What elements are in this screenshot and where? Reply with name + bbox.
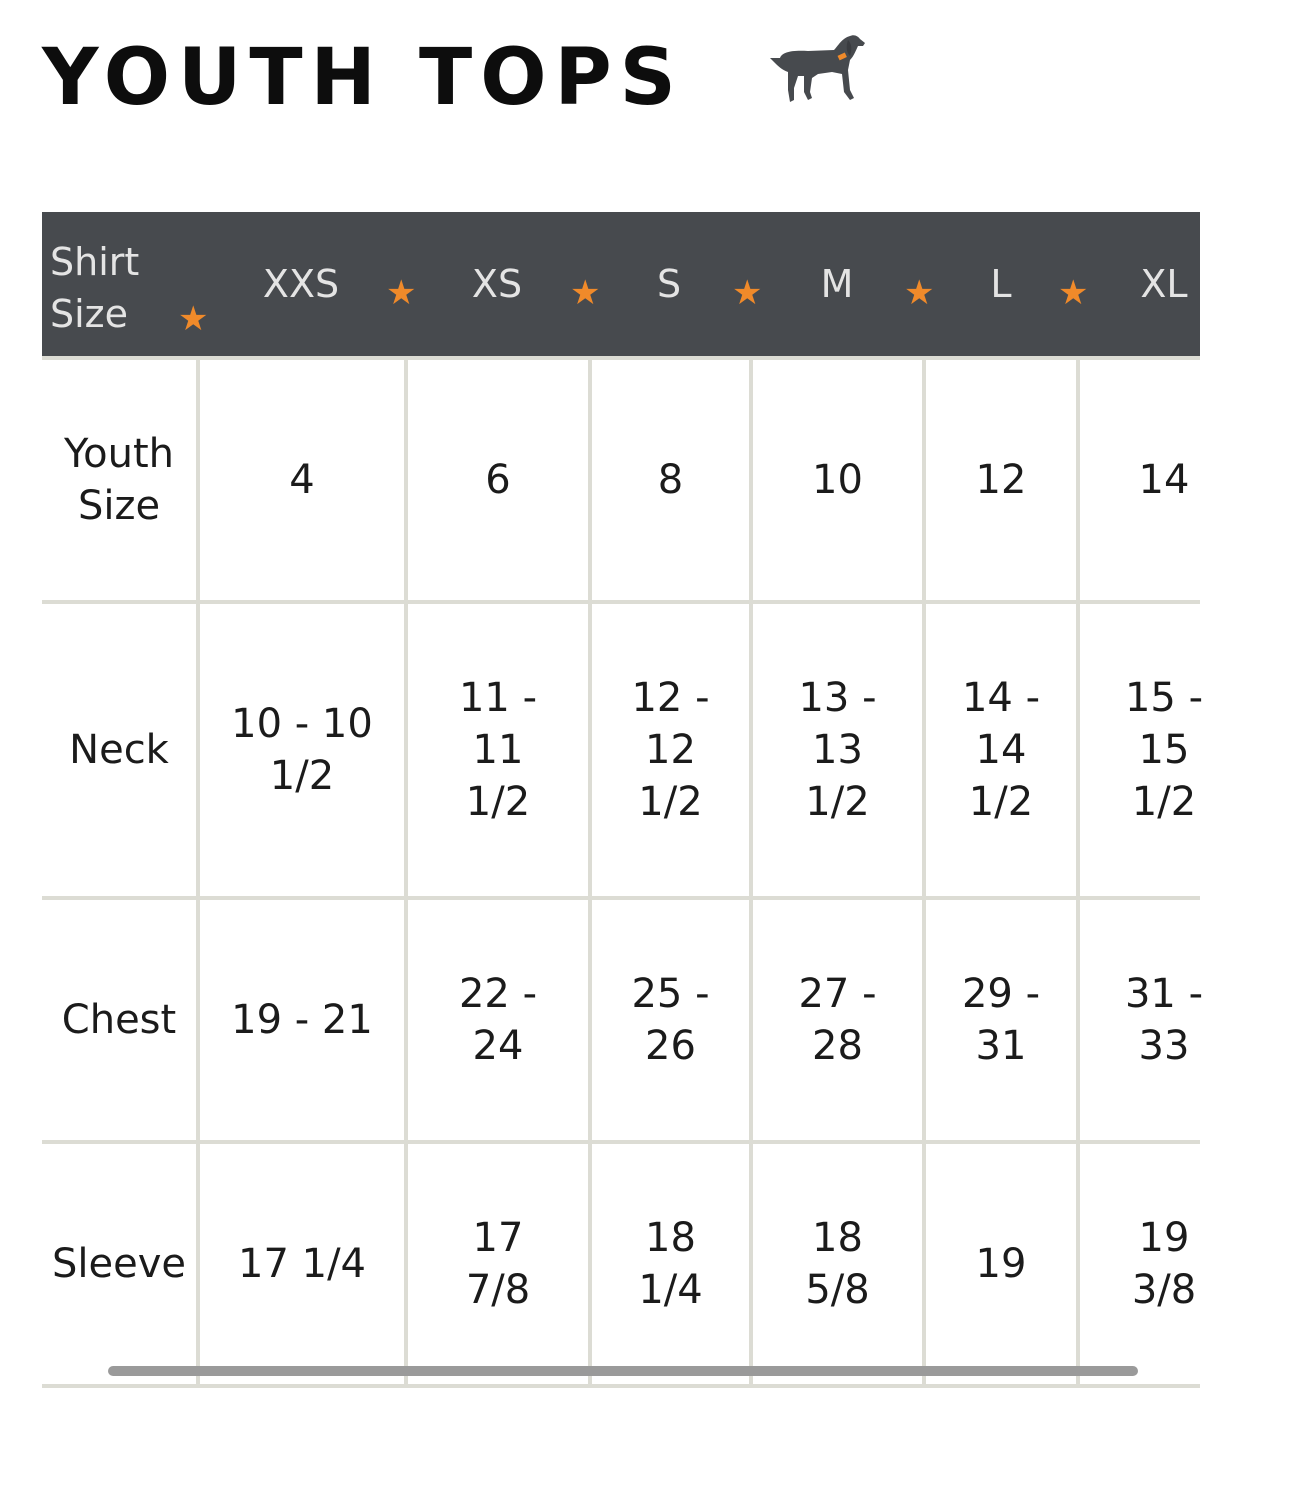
page-header	[42, 28, 684, 128]
horizontal-scrollbar[interactable]	[108, 1366, 1138, 1376]
table-cell: 25 - 26	[631, 971, 710, 1069]
star-icon: ★	[570, 273, 601, 313]
row-label-sleeve: Sleeve	[51, 1241, 186, 1287]
table-cell: 14 - 14 1/2	[961, 675, 1041, 825]
row-label-youth-size: Youth Size	[64, 431, 174, 529]
table-cell: 11 - 11 1/2	[458, 675, 538, 825]
column-header-l: L	[990, 262, 1012, 306]
table-cell: 31 - 33	[1124, 971, 1204, 1069]
table-cell: 8	[657, 457, 684, 503]
column-header-xl: XL	[1140, 262, 1188, 306]
table-cell: 10 - 10 1/2	[231, 701, 373, 799]
column-header-xxs: XXS	[262, 262, 340, 306]
table-cell: 6	[485, 457, 511, 503]
column-header-s: S	[656, 262, 682, 306]
page-title: YOUTH TOPS	[42, 33, 684, 123]
star-icon: ★	[1058, 273, 1089, 313]
table-cell: 10	[812, 457, 863, 503]
pointer-dog-icon	[768, 32, 868, 106]
table-cell: 12 - 12 1/2	[631, 675, 710, 825]
star-icon: ★	[732, 273, 763, 313]
table-cell: 13 - 13 1/2	[798, 675, 877, 825]
table-cell: 17 7/8	[465, 1215, 531, 1313]
star-icon: ★	[178, 299, 209, 339]
size-chart-table	[42, 212, 1204, 1387]
column-header-m: M	[820, 262, 854, 306]
table-cell: 29 - 31	[961, 971, 1041, 1069]
table-cell: 18 5/8	[805, 1215, 870, 1313]
table-cell: 18 1/4	[638, 1215, 703, 1313]
table-cell: 15 - 15 1/2	[1124, 675, 1204, 825]
table-cell: 14	[1138, 457, 1190, 503]
table-cell: 22 - 24	[458, 971, 538, 1069]
table-cell: 19 3/8	[1131, 1215, 1197, 1313]
table-cell: 19 - 21	[231, 997, 373, 1043]
header-label-shirt-size: Shirt Size	[50, 240, 140, 336]
column-header-xs: XS	[471, 262, 523, 306]
row-label-neck: Neck	[69, 727, 169, 773]
star-icon: ★	[386, 273, 417, 313]
star-icon: ★	[904, 273, 935, 313]
table-cell: 17 1/4	[238, 1241, 366, 1287]
table-cell: 4	[289, 457, 315, 503]
table-cell: 27 - 28	[798, 971, 877, 1069]
grid-line	[42, 1384, 1200, 1388]
table-cell: 19	[975, 1241, 1027, 1287]
row-label-chest: Chest	[61, 997, 177, 1043]
table-cell: 12	[975, 457, 1027, 503]
